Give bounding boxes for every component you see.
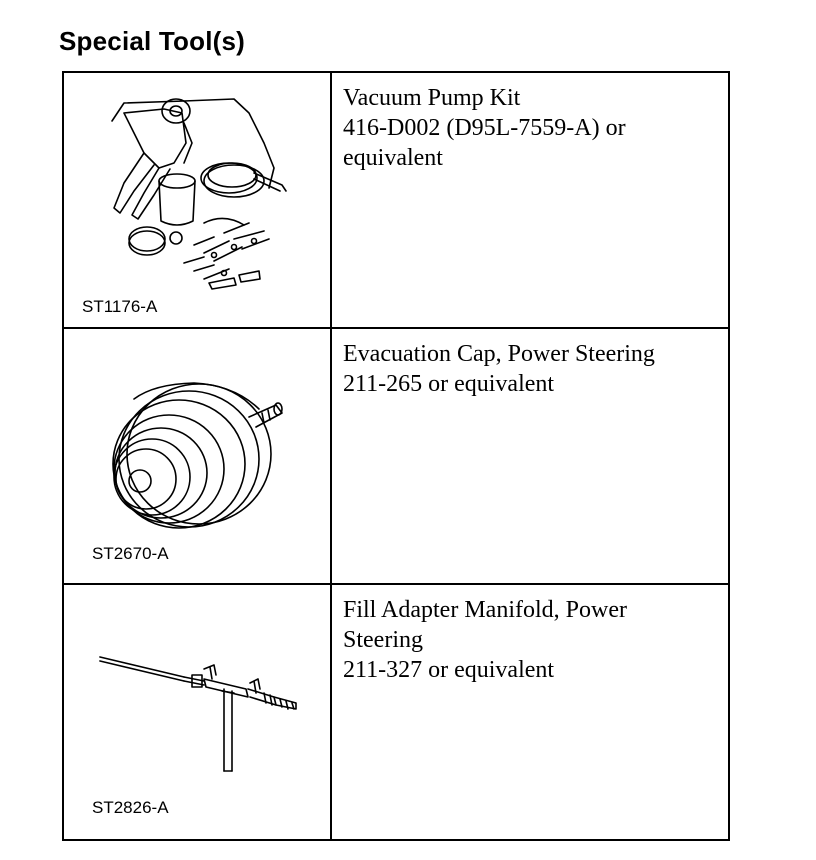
table-row xyxy=(63,584,729,840)
tool-illustration-cell xyxy=(63,72,331,328)
tool-name-continued: Steering xyxy=(343,627,423,653)
tool-illustration-cell xyxy=(63,328,331,584)
table-row xyxy=(63,72,729,328)
page-title: Special Tool(s) xyxy=(59,26,245,56)
tool-code: ST1176-A xyxy=(82,297,158,316)
tool-code: ST2670-A xyxy=(92,544,169,563)
tool-equivalent: equivalent xyxy=(343,145,443,171)
tool-description-cell xyxy=(331,72,729,328)
tool-name: Fill Adapter Manifold, Power xyxy=(343,597,627,623)
vacuum-pump-kit-icon xyxy=(64,73,330,327)
tool-number: 416-D002 (D95L-7559-A) or xyxy=(343,115,626,141)
tool-name: Vacuum Pump Kit xyxy=(343,85,521,111)
tool-code: ST2826-A xyxy=(92,798,169,817)
tool-description-cell xyxy=(331,584,729,840)
table-row xyxy=(63,328,729,584)
tool-number: 211-327 or equivalent xyxy=(343,657,555,683)
tool-description-cell xyxy=(331,328,729,584)
tool-name: Evacuation Cap, Power Steering xyxy=(343,341,655,367)
tool-number: 211-265 or equivalent xyxy=(343,371,555,397)
tool-illustration-cell xyxy=(63,584,331,840)
special-tools-table xyxy=(62,71,730,841)
